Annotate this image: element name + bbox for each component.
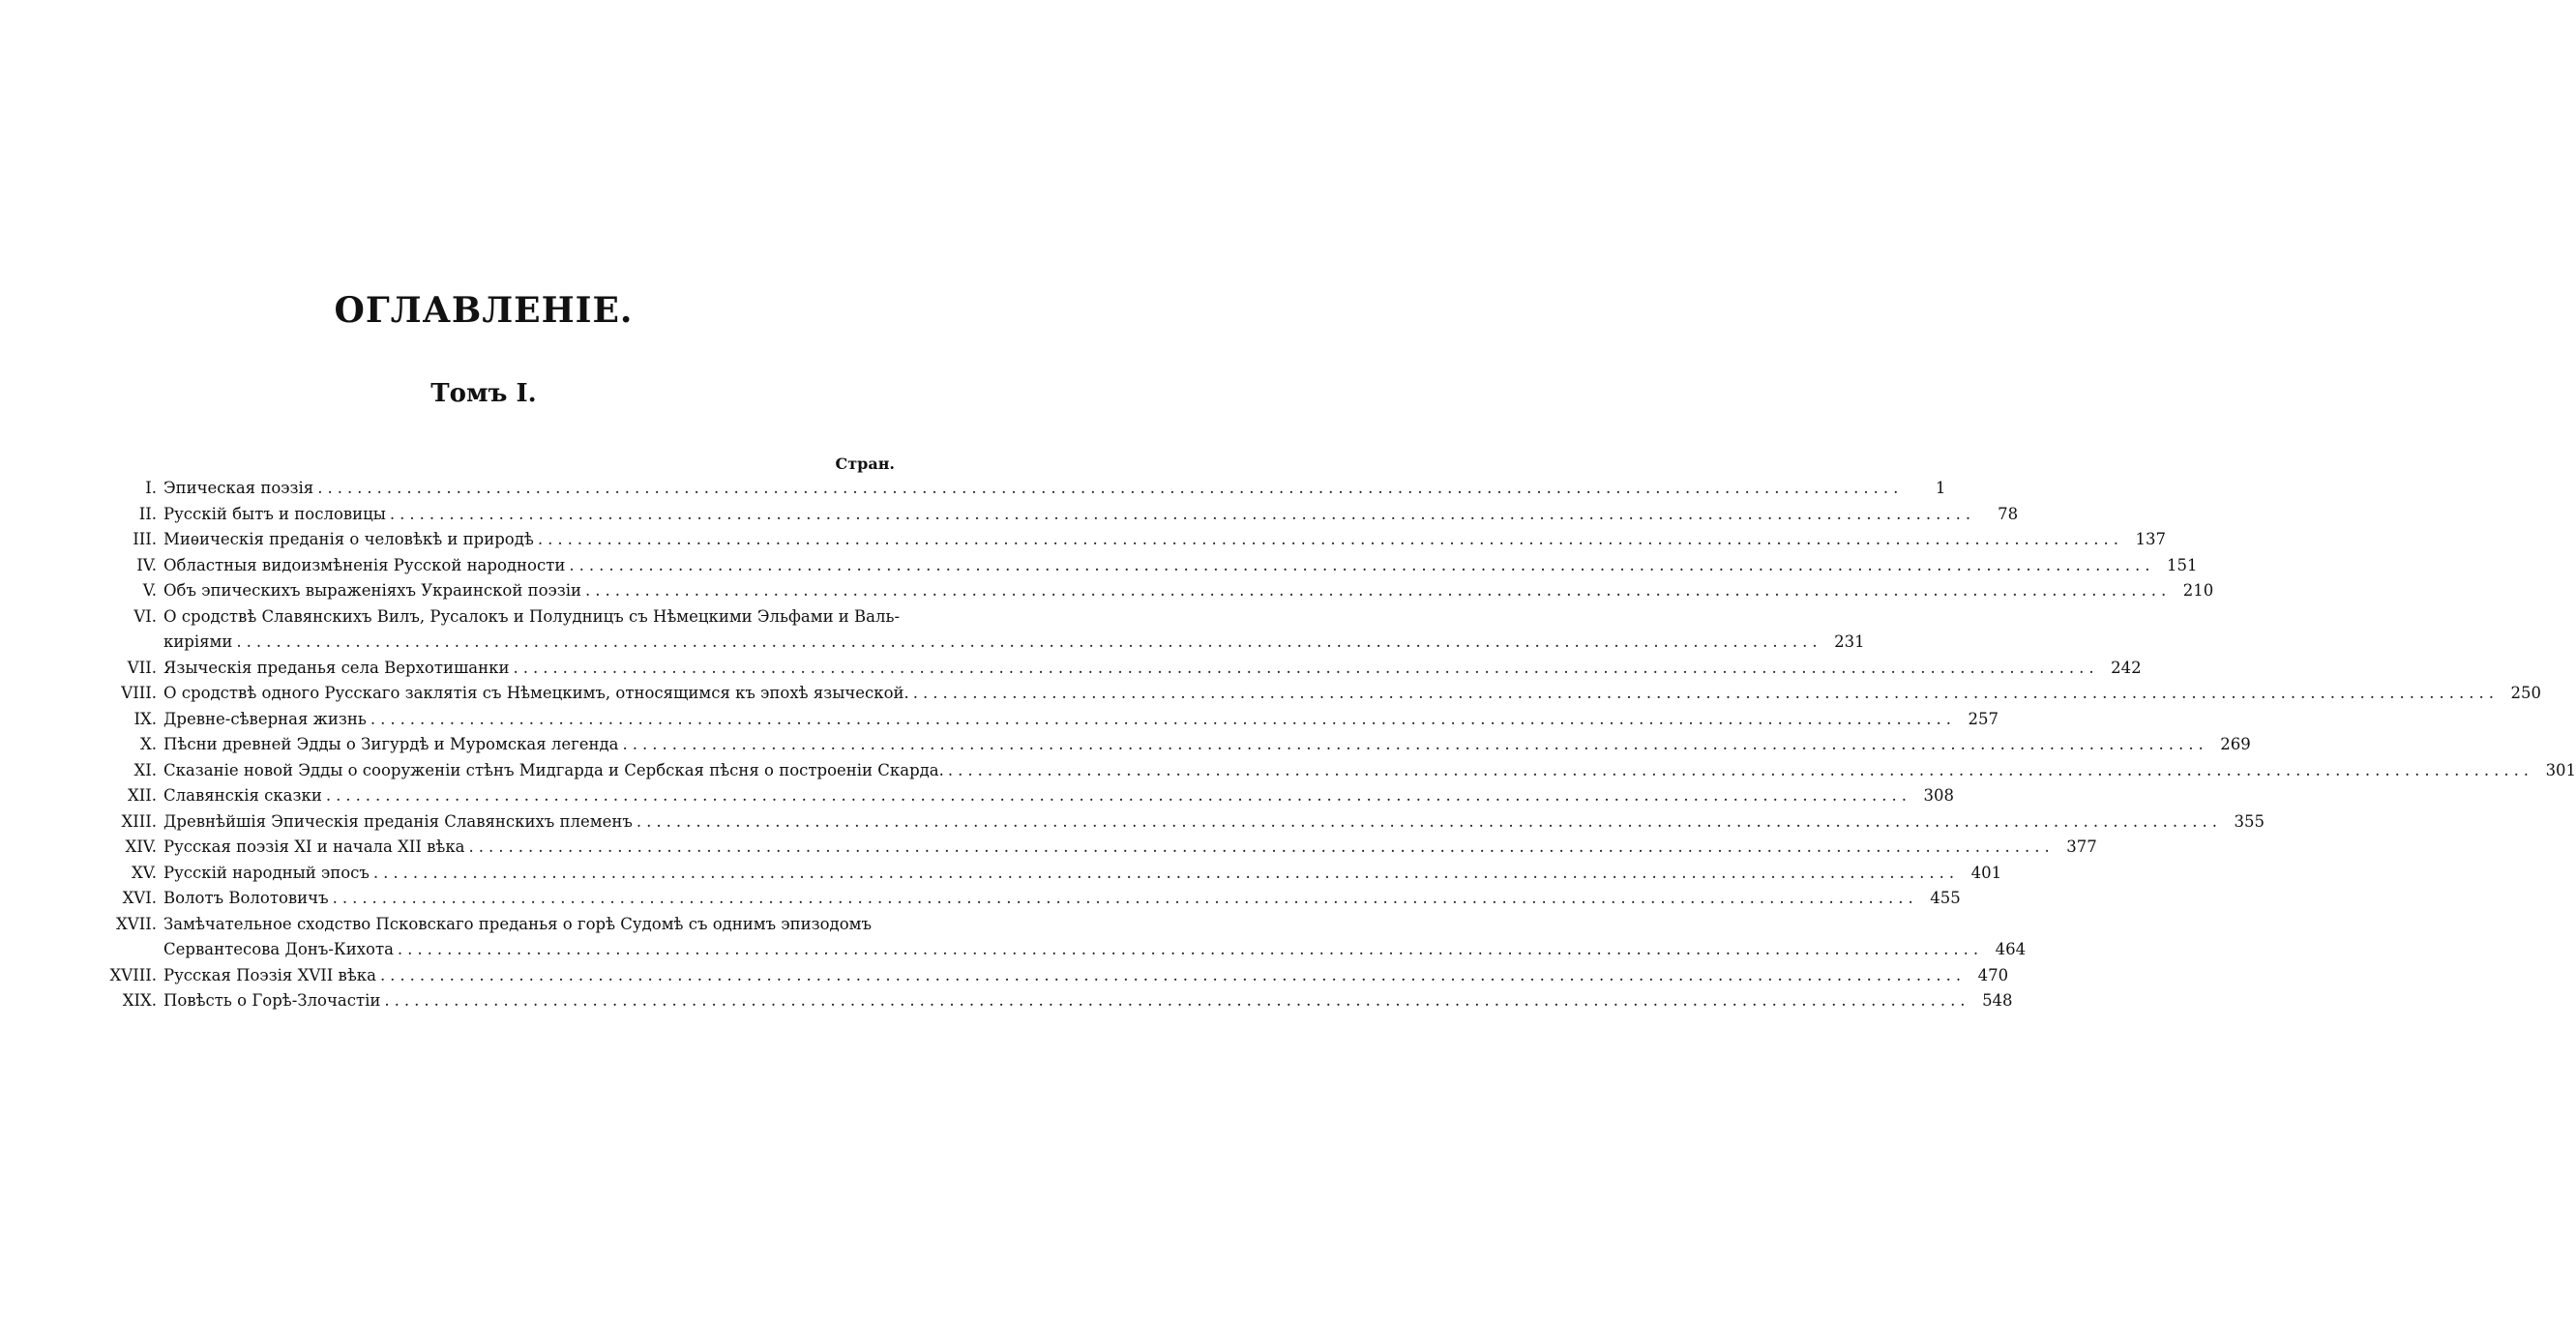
dot-leader: ................................................................................................................................................................ — [370, 709, 1957, 728]
dot-leader: ................................................................................................................................................................ — [513, 658, 2099, 677]
chapter-title: Русская Поэзія XVII вѣка — [163, 965, 376, 984]
chapter-title: Древне-сѣверная жизнь — [163, 709, 367, 728]
toc-entry — [97, 912, 2027, 963]
chapter-number: V. — [142, 581, 157, 600]
dot-leader: ................................................................................................................................................................ — [636, 811, 2223, 831]
dot-leader: ................................................................................................................................................................ — [236, 632, 1822, 651]
page-number: 377 — [2066, 837, 2097, 856]
chapter-title: Сказаніе новой Эдды о сооруженіи стѣнъ Мидгарда и Сербская пѣсня о построеніи Скарда. — [163, 760, 944, 779]
page-number: 210 — [2182, 581, 2214, 600]
chapter-number: XII. — [127, 786, 157, 805]
chapter-title: Древнѣйшія Эпическія преданія Славянскихъ племенъ — [163, 811, 633, 831]
chapter-number: VI. — [133, 606, 157, 626]
chapter-number: XIV. — [125, 837, 157, 856]
dot-leader: ................................................................................................................................................................ — [537, 530, 2124, 548]
dot-leader: ................................................................................................................................................................ — [947, 760, 2534, 779]
dot-leader: ................................................................................................................................................................ — [372, 863, 1960, 882]
dot-leader: ................................................................................................................................................................ — [379, 965, 1967, 984]
toc-entry — [97, 758, 2576, 784]
chapter-number: IV. — [136, 555, 157, 574]
page-number: 470 — [1977, 965, 2009, 984]
toc-entry — [97, 502, 2019, 528]
page-number: 355 — [2234, 811, 2265, 831]
volume-heading: Томъ I. — [430, 379, 537, 408]
page-number: 464 — [1995, 940, 2027, 958]
page-title: ОГЛАВЛЕНIЕ. — [334, 290, 634, 331]
chapter-number: I. — [145, 479, 157, 497]
chapter-number: XV. — [131, 863, 157, 882]
page-number: 401 — [1970, 863, 2002, 882]
chapter-title: Русскій бытъ и пословицы — [163, 504, 386, 523]
table-of-contents — [97, 476, 2576, 1014]
toc-entry — [97, 783, 1955, 809]
chapter-title: Миѳическія преданія о человѣкѣ и природѣ — [163, 530, 534, 548]
dot-leader: ................................................................................................................................................................ — [468, 837, 2055, 856]
page-number: 308 — [1923, 786, 1955, 805]
chapter-title: Сервантесова Донъ-Кихота — [163, 940, 394, 958]
page-number: 269 — [2220, 735, 2251, 753]
chapter-number: II. — [138, 504, 157, 523]
page-number: 231 — [1834, 632, 1865, 651]
chapter-number: XVI. — [122, 889, 157, 907]
page-number: 242 — [2111, 658, 2142, 677]
chapter-title: Пѣсни древней Эдды о Зигурдѣ и Муромская легенда — [163, 735, 619, 753]
chapter-number: XVIII. — [109, 965, 157, 984]
chapter-title: Русская поэзія XI и начала XII вѣка — [163, 837, 465, 856]
toc-entry — [97, 707, 1999, 733]
chapter-title: Повѣсть о Горѣ-Злочастіи — [163, 991, 381, 1010]
page-number: 548 — [1982, 991, 2013, 1010]
dot-leader: ................................................................................................................................................................ — [384, 991, 1970, 1010]
chapter-title: Русскій народный эпосъ — [163, 863, 370, 882]
toc-entry — [97, 886, 1961, 912]
chapter-title: Волотъ Волотовичъ — [163, 889, 329, 907]
chapter-title: Областныя видоизмѣненія Русской народности — [163, 555, 566, 574]
toc-entry — [97, 809, 2265, 836]
page-number: 151 — [2167, 555, 2198, 574]
toc-entry — [97, 835, 2097, 861]
dot-leader: ................................................................................................................................................................ — [389, 504, 1976, 523]
page-number: 1 — [1935, 479, 1946, 497]
page-column-header: Стран. — [835, 455, 895, 473]
toc-entry — [97, 732, 2251, 758]
chapter-title: киріями — [163, 632, 233, 651]
page-number: 250 — [2510, 684, 2541, 702]
toc-entry — [97, 553, 2198, 579]
chapter-number: X. — [140, 735, 157, 753]
chapter-number: VII. — [127, 658, 157, 677]
chapter-number: III. — [133, 530, 157, 548]
dot-leader: ................................................................................................................................................................ — [325, 786, 1912, 805]
chapter-title: Объ эпическихъ выраженіяхъ Украинской поэзіи — [163, 581, 582, 600]
chapter-title: Эпическая поэзія — [163, 479, 314, 497]
page-number: 257 — [1968, 709, 1999, 728]
dot-leader: ................................................................................................................................................................ — [912, 684, 2499, 702]
toc-entry — [97, 963, 2009, 989]
toc-entry — [97, 604, 1865, 656]
page-number: 301 — [2545, 760, 2576, 779]
dot-leader: ................................................................................................................................................................ — [317, 479, 1904, 497]
toc-entry — [97, 527, 2167, 553]
dot-leader: ................................................................................................................................................................ — [569, 555, 2155, 574]
page-number: 78 — [1998, 504, 2019, 523]
page-number: 455 — [1930, 889, 1961, 907]
chapter-number: IX. — [133, 709, 157, 728]
chapter-title: О сродствѣ одного Русскаго заклятія съ Нѣмецкимъ, относящимся къ эпохѣ языческой. — [163, 684, 909, 702]
toc-entry — [97, 476, 1946, 502]
toc-entry — [97, 681, 2541, 707]
dot-leader: ................................................................................................................................................................ — [585, 581, 2172, 600]
dot-leader: ................................................................................................................................................................ — [397, 940, 1984, 958]
chapter-title: Замѣчательное сходство Псковскаго преданья о горѣ Судомѣ съ однимъ эпизодомъ — [163, 914, 872, 933]
toc-entry — [97, 988, 2013, 1014]
chapter-number: VIII. — [121, 684, 157, 702]
chapter-title: Языческія преданья села Верхотишанки — [163, 658, 510, 677]
chapter-number: XI. — [133, 760, 157, 779]
dot-leader: ................................................................................................................................................................ — [622, 735, 2208, 753]
page-number: 137 — [2135, 530, 2167, 548]
toc-entry — [97, 578, 2214, 604]
chapter-number: XIX. — [122, 991, 157, 1010]
chapter-title: О сродствѣ Славянскихъ Вилъ, Русалокъ и Полудницъ съ Нѣмецкими Эльфами и Валь- — [163, 606, 901, 626]
chapter-number: XVII. — [116, 914, 157, 933]
toc-entry — [97, 656, 2142, 682]
toc-entry — [97, 861, 2002, 887]
chapter-number: XIII. — [121, 811, 157, 831]
dot-leader: ................................................................................................................................................................ — [332, 889, 1918, 907]
chapter-title: Славянскія сказки — [163, 786, 322, 805]
